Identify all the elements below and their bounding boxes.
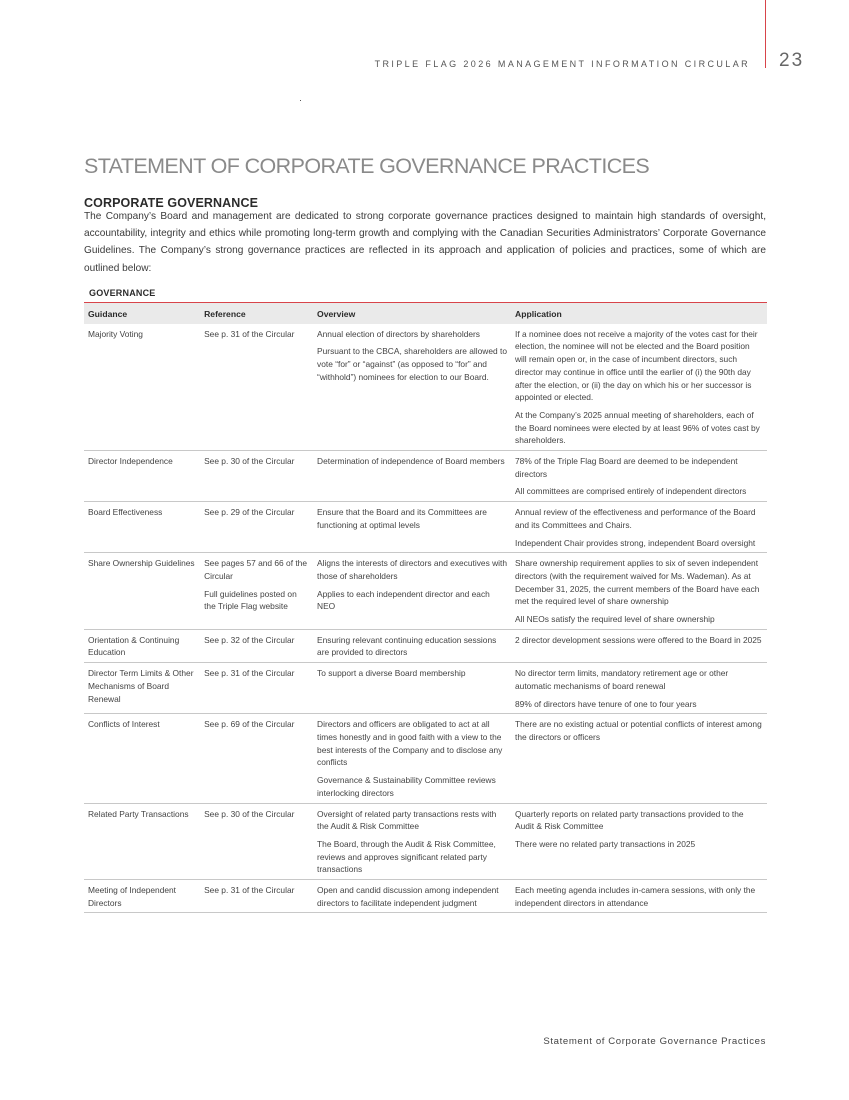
cell-overview <box>313 324 511 451</box>
cell-application <box>511 451 767 502</box>
cell-reference <box>200 803 313 880</box>
cell-overview <box>313 663 511 714</box>
cell-overview <box>313 553 511 630</box>
application-paragraph: At the Company’s 2025 annual meeting of shareholders, each of the Board nominees were elected by at least 96% of votes cast by shareholders. <box>515 409 760 446</box>
table-row <box>84 324 767 451</box>
table-row <box>84 502 767 553</box>
table-caption: GOVERNANCE <box>89 288 156 298</box>
table-row <box>84 451 767 502</box>
cell-reference <box>200 553 313 630</box>
governance-table <box>84 302 767 913</box>
reference-paragraph: See p. 31 of the Circular <box>204 668 295 679</box>
reference-paragraph: See p. 30 of the Circular <box>204 808 295 819</box>
table-row <box>84 880 767 913</box>
cell-reference <box>200 451 313 502</box>
cell-overview <box>313 502 511 553</box>
cell-guidance: Conflicts of Interest <box>84 714 200 803</box>
reference-paragraph: Full guidelines posted on the Triple Flag website <box>204 588 297 612</box>
application-paragraph: 2 director development sessions were offered to the Board in 2025 <box>515 634 762 645</box>
cell-application <box>511 663 767 714</box>
cell-reference <box>200 880 313 913</box>
table-row <box>84 714 767 803</box>
reference-paragraph: See p. 69 of the Circular <box>204 719 295 730</box>
column-header-overview: Overview <box>313 303 511 324</box>
application-paragraph: Annual review of the effectiveness and performance of the Board and its Committees and Chairs. <box>515 507 756 530</box>
application-paragraph: If a nominee does not receive a majority of the votes cast for their election, the nominee will not be elected and the Board position will remain open or, in the case of incumbent directors, such director may continue in office until the earlier of (i) the 90th day after the election, or (ii) the day on which his or her successor is appointed or elected. <box>515 328 758 403</box>
cell-application <box>511 880 767 913</box>
overview-paragraph: Directors and officers are obligated to act at all times honestly and in good faith with a view to the best interests of the Company and to disclose any conflicts <box>317 719 503 768</box>
application-paragraph: Share ownership requirement applies to six of seven independent directors (with the requirement waived for Ms. Wademan). As at December 31, 2025, the current members of the Board have each met the required level of share ownership <box>515 558 760 607</box>
cell-guidance: Board Effectiveness <box>84 502 200 553</box>
reference-paragraph: See p. 31 of the Circular <box>204 328 295 339</box>
cell-overview <box>313 803 511 880</box>
header-red-rule <box>765 0 766 68</box>
overview-paragraph: Governance & Sustainability Committee reviews interlocking directors <box>317 775 496 798</box>
table-header-row <box>84 303 767 324</box>
table-row <box>84 803 767 880</box>
cell-overview <box>313 451 511 502</box>
overview-paragraph: Ensuring relevant continuing education sessions are provided to directors <box>317 634 497 658</box>
cell-guidance: Majority Voting <box>84 324 200 451</box>
table-row <box>84 663 767 714</box>
overview-paragraph: The Board, through the Audit & Risk Committee, reviews and approves significant related party transactions <box>317 838 496 875</box>
table-row <box>84 553 767 630</box>
application-paragraph: 89% of directors have tenure of one to four years <box>515 698 697 709</box>
cell-application <box>511 803 767 880</box>
section-title: CORPORATE GOVERNANCE <box>84 196 259 211</box>
cell-application <box>511 714 767 803</box>
reference-paragraph: See p. 32 of the Circular <box>204 634 295 645</box>
application-paragraph: No director term limits, mandatory retirement age or other automatic mechanisms of board renewal <box>515 668 729 691</box>
governance-table-body <box>84 324 767 913</box>
application-paragraph: All NEOs satisfy the required level of share ownership <box>515 614 715 625</box>
cell-overview <box>313 880 511 913</box>
application-paragraph: 78% of the Triple Flag Board are deemed to be independent directors <box>515 456 738 479</box>
page-number: 23 <box>779 50 805 71</box>
reference-paragraph: See p. 29 of the Circular <box>204 507 295 518</box>
page-footer: Statement of Corporate Governance Practices <box>543 1036 766 1047</box>
overview-paragraph: To support a diverse Board membership <box>317 668 466 679</box>
cell-application <box>511 502 767 553</box>
table-row <box>84 629 767 662</box>
application-paragraph: There are no existing actual or potential conflicts of interest among the directors or officers <box>515 719 762 742</box>
reference-paragraph: See pages 57 and 66 of the Circular <box>204 558 307 581</box>
column-header-reference: Reference <box>200 303 313 324</box>
reference-paragraph: See p. 31 of the Circular <box>204 885 295 896</box>
cell-guidance: Share Ownership Guidelines <box>84 553 200 630</box>
cell-reference <box>200 663 313 714</box>
overview-paragraph: Aligns the interests of directors and executives with those of shareholders <box>317 558 507 581</box>
cell-application <box>511 629 767 662</box>
overview-paragraph: Annual election of directors by shareholders <box>317 328 480 339</box>
reference-paragraph: See p. 30 of the Circular <box>204 456 295 467</box>
cell-reference <box>200 629 313 662</box>
overview-paragraph: Ensure that the Board and its Committees are functioning at optimal levels <box>317 507 487 530</box>
cell-application <box>511 553 767 630</box>
cell-guidance: Orientation & Continuing Education <box>84 629 200 662</box>
column-header-guidance: Guidance <box>84 303 200 324</box>
stray-mark <box>300 100 301 101</box>
cell-overview <box>313 714 511 803</box>
page-title: STATEMENT OF CORPORATE GOVERNANCE PRACTICES <box>84 154 650 179</box>
column-header-application: Application <box>511 303 767 324</box>
cell-application <box>511 324 767 451</box>
cell-reference <box>200 324 313 451</box>
overview-paragraph: Open and candid discussion among independent directors to facilitate independent judgment <box>317 885 499 908</box>
cell-guidance: Director Term Limits & Other Mechanisms of Board Renewal <box>84 663 200 714</box>
intro-paragraph: The Company’s Board and management are dedicated to strong corporate governance practices designed to maintain high standards of oversight, accountability, integrity and ethics while promoting long-term growth and complying with the Canadian Securities Administrators’ Corporate Governance Guidelines. The Company’s strong governance practices are reflected in its approach and application of policies and practices, some of which are outlined below: <box>84 211 766 274</box>
application-paragraph: Quarterly reports on related party transactions provided to the Audit & Risk Committee <box>515 808 744 832</box>
overview-paragraph: Pursuant to the CBCA, shareholders are allowed to vote “for” or “against” (as opposed to “for” and “withhold”) nominees for election to our Board. <box>317 346 507 382</box>
cell-overview <box>313 629 511 662</box>
cell-reference <box>200 502 313 553</box>
application-paragraph: Each meeting agenda includes in-camera sessions, with only the independent directors in attendance <box>515 885 756 908</box>
overview-paragraph: Applies to each independent director and each NEO <box>317 588 490 612</box>
cell-guidance: Related Party Transactions <box>84 803 200 880</box>
application-paragraph: There were no related party transactions in 2025 <box>515 838 696 849</box>
cell-guidance: Meeting of Independent Directors <box>84 880 200 913</box>
overview-paragraph: Determination of independence of Board members <box>317 456 505 467</box>
cell-guidance: Director Independence <box>84 451 200 502</box>
cell-reference <box>200 714 313 803</box>
running-head: TRIPLE FLAG 2026 MANAGEMENT INFORMATION CIRCULAR <box>374 59 750 69</box>
application-paragraph: All committees are comprised entirely of independent directors <box>515 486 747 497</box>
overview-paragraph: Oversight of related party transactions rests with the Audit & Risk Committee <box>317 808 497 832</box>
application-paragraph: Independent Chair provides strong, independent Board oversight <box>515 537 756 548</box>
